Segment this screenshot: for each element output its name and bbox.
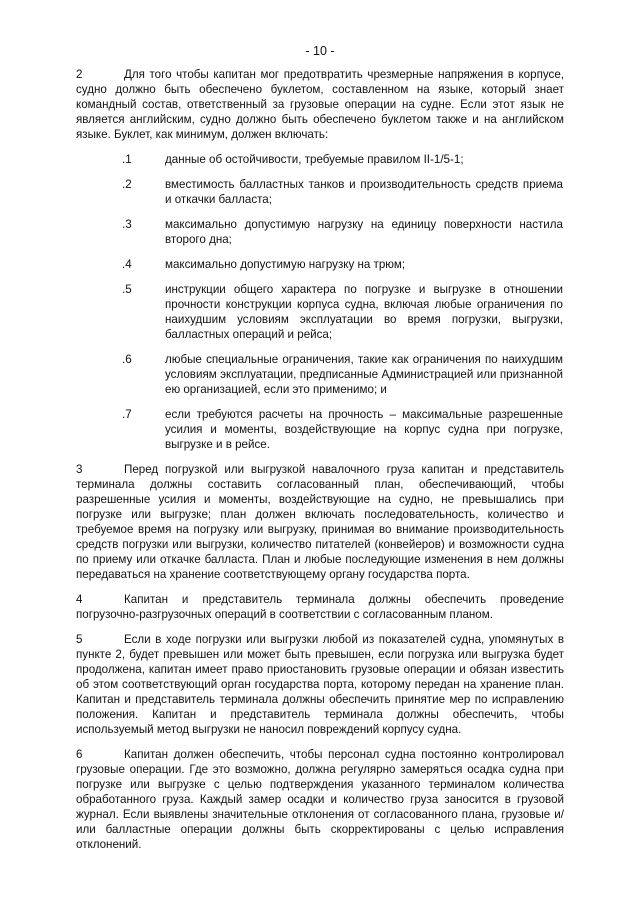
paragraph-5 <box>76 632 564 737</box>
paragraph-2 <box>76 67 564 142</box>
paragraph-text: Для того чтобы капитан мог предотвратить чрезмерные напряжения в корпусе, судно должно быть обеспечено буклетом, составленном на языке, который знает командный состав, ответственный за грузовые операции на судне. Если этот язык не является английским, судно должно быть обеспечено буклетом также и на английском языке. Буклет, как минимум, должен включать: <box>76 68 564 141</box>
list-item-number: .4 <box>122 258 132 271</box>
paragraph-number: 6 <box>76 748 83 761</box>
list-item-number: .1 <box>122 153 132 166</box>
list-item <box>76 257 564 272</box>
list-item-text: максимально допустимую нагрузку на трюм; <box>165 258 406 271</box>
list-item <box>76 282 564 342</box>
list-item <box>76 407 564 452</box>
paragraph-6 <box>76 747 564 852</box>
list-item <box>76 217 564 247</box>
paragraph-text: Капитан и представитель терминала должны обеспечить проведение погрузочно-разгрузочных операций в соответствии с согласованным планом. <box>76 593 564 621</box>
paragraph-text: Перед погрузкой или выгрузкой навалочного груза капитан и представитель терминала должны составить согласованный план, обеспечивающий, чтобы разрешенные усилия и моменты, воздействующие на судно, не превышались при погрузке или выгрузке; план должен включать последовательность, количество и требуемое время на погрузку или выгрузку, принимая во внимание производительность средств погрузки или выгрузки, количество питателей (конвейеров) и возможности судна по приему или откачке балласта. План и любые последующие изменения в нем должны передаваться на хранение соответствующему органу государства порта. <box>76 463 564 581</box>
list-item-text: если требуются расчеты на прочность – максимальные разрешенные усилия и моменты, воздействующие на корпус судна при погрузке, выгрузке и в рейсе. <box>165 408 563 451</box>
list-item-text: данные об остойчивости, требуемые правилом II-1/5-1; <box>165 153 464 166</box>
paragraph-number: 5 <box>76 633 83 646</box>
list-item-text: любые специальные ограничения, такие как ограничения по наихудшим условиям эксплуатации, предписанные Администрацией или признанной ею организацией, если это применимо; и <box>165 353 563 396</box>
list-item <box>76 352 564 397</box>
paragraph-number: 3 <box>76 463 83 476</box>
booklet-contents-list <box>76 152 564 452</box>
paragraph-text: Если в ходе погрузки или выгрузки любой из показателей судна, упомянутых в пункте 2, будет превышен или может быть превышен, если погрузка или выгрузка будет продолжена, капитан имеет право приостановить грузовые операции и обязан известить об этом соответствующий орган государства порта, которому передан на хранение план. Капитан и представитель терминала должны обеспечить принятие мер по исправлению положения. Капитан и представитель терминала должны обеспечить, чтобы используемый метод выгрузки не наносил повреждений корпусу судна. <box>76 633 564 736</box>
paragraph-number: 4 <box>76 593 83 606</box>
list-item-number: .7 <box>122 408 132 421</box>
paragraph-4 <box>76 592 564 622</box>
list-item-text: вместимость балластных танков и производительность средств приема и откачки балласта; <box>165 178 563 206</box>
list-item-number: .5 <box>122 283 132 296</box>
list-item <box>76 152 564 167</box>
paragraph-number: 2 <box>76 68 83 81</box>
page-number: - 10 - <box>305 44 335 58</box>
list-item-number: .2 <box>122 178 132 191</box>
list-item-text: инструкции общего характера по погрузке и выгрузке в отношении прочности конструкции корпуса судна, включая любые ограничения по наихудшим условиям эксплуатации во время погрузки, выгрузки, балластных операций и рейса; <box>165 283 563 341</box>
document-body <box>76 67 564 862</box>
paragraph-text: Капитан должен обеспечить, чтобы персонал судна постоянно контролировал грузовые операции. Где это возможно, должна регулярно замеряться осадка судна при погрузке или выгрузке с целью подтверждения указанного терминалом количества обработанного груза. Каждый замер осадки и количество груза заносится в грузовой журнал. Если выявлены значительные отклонения от согласованного плана, грузовые и/или балластные операции должны быть скорректированы с целью исправления отклонений. <box>76 748 564 851</box>
list-item-number: .6 <box>122 353 132 366</box>
list-item-number: .3 <box>122 218 132 231</box>
list-item <box>76 177 564 207</box>
list-item-text: максимально допустимую нагрузку на единицу поверхности настила второго дна; <box>165 218 563 246</box>
paragraph-3 <box>76 462 564 582</box>
